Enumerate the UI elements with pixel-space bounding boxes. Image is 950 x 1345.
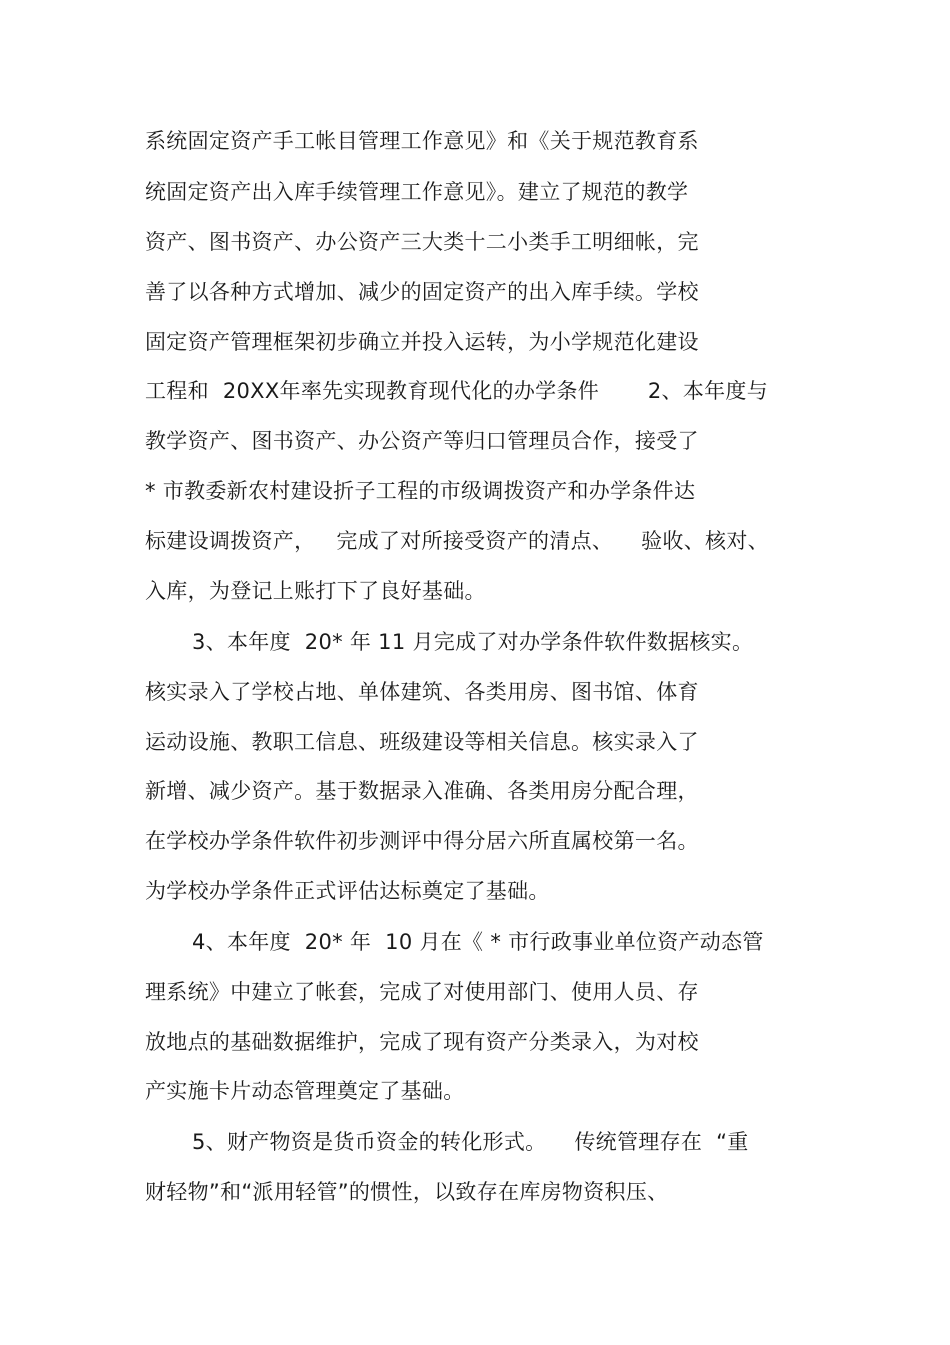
- text-line-7: 教学资产、图书资产、办公资产等归口管理员合作，接受了: [145, 429, 699, 453]
- text-line-9: 标建设调拨资产， 完成了对所接受资产的清点、 验收、核对、: [145, 529, 769, 553]
- text-line-21: 5、财产物资是货币资金的转化形式。 传统管理存在 “重: [192, 1130, 749, 1154]
- text-line-20: 产实施卡片动态管理奠定了基础。: [145, 1079, 465, 1103]
- text-line-5: 固定资产管理框架初步确立并投入运转，为小学规范化建设: [145, 330, 699, 354]
- text-line-18: 理系统》中建立了帐套，完成了对使用部门、使用人员、存: [145, 980, 699, 1004]
- text-line-15: 在学校办学条件软件初步测评中得分居六所直属校第一名。: [145, 829, 699, 853]
- text-line-11: 3、本年度 20* 年 11 月完成了对办学条件软件数据核实。: [192, 630, 754, 654]
- text-line-1: 系统固定资产手工帐目管理工作意见》和《关于规范教育系: [145, 129, 699, 153]
- text-line-6: 工程和 20XX年率先实现教育现代化的办学条件 2、本年度与: [145, 379, 769, 403]
- text-line-17: 4、本年度 20* 年 10 月在《 * 市行政事业单位资产动态管: [192, 930, 764, 954]
- text-line-13: 运动设施、教职工信息、班级建设等相关信息。核实录入了: [145, 730, 699, 754]
- text-line-16: 为学校办学条件正式评估达标奠定了基础。: [145, 879, 550, 903]
- text-line-10: 入库，为登记上账打下了良好基础。: [145, 579, 486, 603]
- text-line-8: * 市教委新农村建设折子工程的市级调拨资产和办学条件达: [145, 479, 696, 503]
- text-line-4: 善了以各种方式增加、减少的固定资产的出入库手续。学校: [145, 280, 699, 304]
- text-line-22: 财轻物”和“派用轻管”的惯性，以致存在库房物资积压、: [145, 1180, 669, 1204]
- text-line-3: 资产、图书资产、办公资产三大类十二小类手工明细帐，完: [145, 230, 699, 254]
- text-line-14: 新增、减少资产。基于数据录入准确、各类用房分配合理，: [145, 779, 699, 803]
- text-line-2: 统固定资产出入库手续管理工作意见》。建立了规范的教学: [145, 180, 689, 204]
- text-line-19: 放地点的基础数据维护，完成了现有资产分类录入，为对校: [145, 1030, 699, 1054]
- text-line-12: 核实录入了学校占地、单体建筑、各类用房、图书馆、体育: [145, 680, 699, 704]
